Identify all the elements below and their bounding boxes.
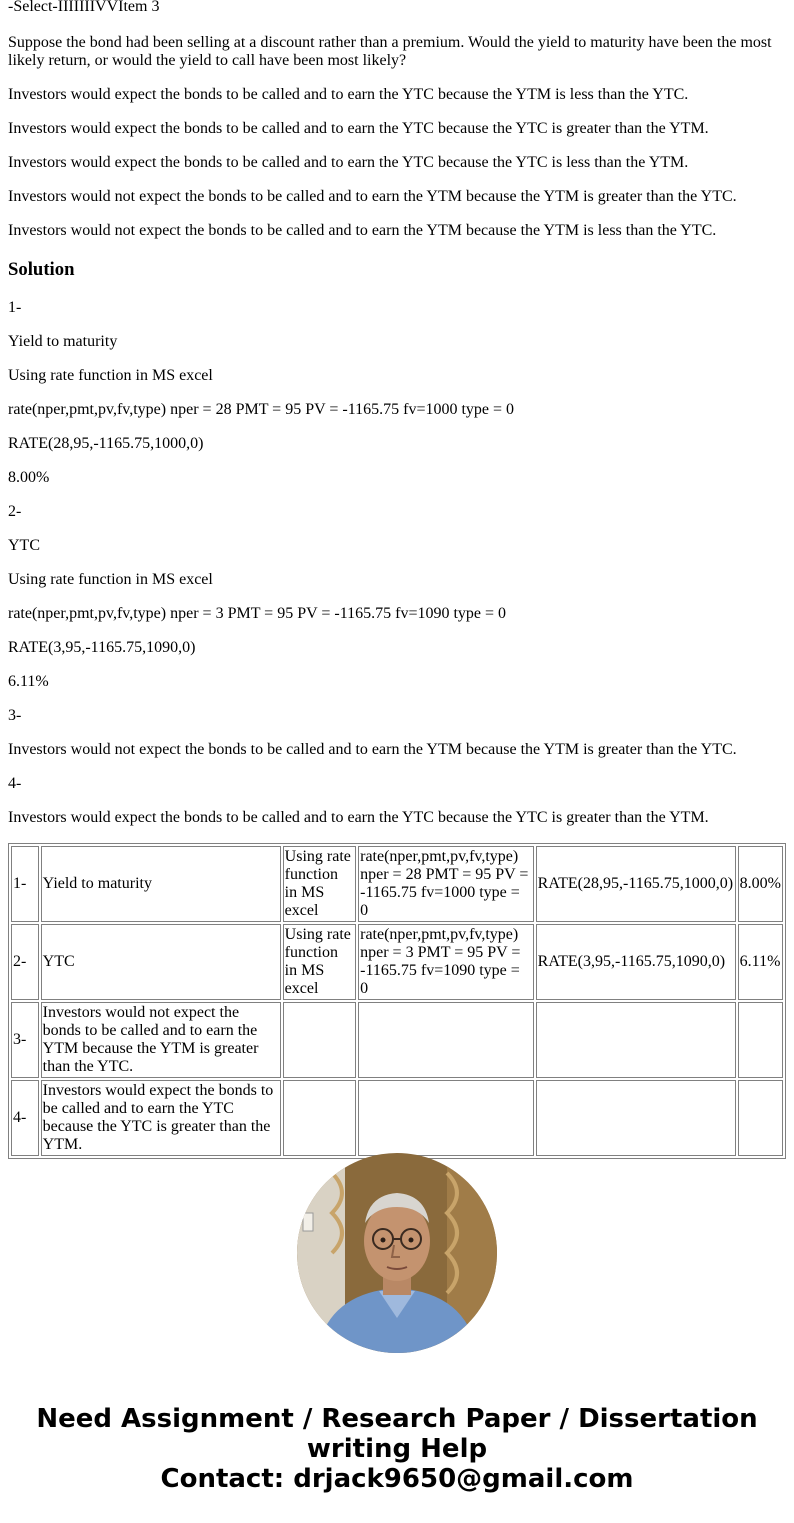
table-cell <box>738 1002 783 1078</box>
solution-line: Yield to maturity <box>8 333 118 350</box>
option-2: Investors would expect the bonds to be called and to earn the YTC because the YTC is greater than the YTM. <box>8 120 709 137</box>
table-cell <box>283 1002 356 1078</box>
table-cell: YTC <box>41 924 281 1000</box>
table-cell <box>536 1080 736 1156</box>
solution-line: rate(nper,pmt,pv,fv,type) nper = 3 PMT = 95 PV = -1165.75 fv=1090 type = 0 <box>8 605 507 622</box>
solution-line: YTC <box>8 537 40 554</box>
table-cell: 3- <box>11 1002 39 1078</box>
header-line: -Select-IIIIIIIVVItem 3 <box>8 0 160 15</box>
solution-line: RATE(28,95,-1165.75,1000,0) <box>8 435 204 452</box>
table-row <box>11 1002 783 1078</box>
table-cell: 8.00% <box>738 846 783 922</box>
solution-line: Using rate function in MS excel <box>8 367 213 384</box>
solution-line: 3- <box>8 707 22 724</box>
solution-heading: Solution <box>8 259 75 280</box>
solution-line: 2- <box>8 503 22 520</box>
table-cell: Investors would expect the bonds to be called and to earn the YTC because the YTC is greater than the YTM. <box>41 1080 281 1156</box>
option-4: Investors would not expect the bonds to be called and to earn the YTM because the YTM is greater than the YTC. <box>8 188 737 205</box>
table-cell: RATE(28,95,-1165.75,1000,0) <box>536 846 736 922</box>
option-1: Investors would expect the bonds to be called and to earn the YTC because the YTM is less than the YTC. <box>8 86 689 103</box>
solution-table <box>8 843 786 1159</box>
table-cell <box>358 1080 534 1156</box>
solution-line: 8.00% <box>8 469 50 486</box>
table-cell: Using rate function in MS excel <box>283 924 356 1000</box>
question-prompt: Suppose the bond had been selling at a discount rather than a premium. Would the yield to maturity have been the most likely return, or would the yield to call have been most likely? <box>8 34 772 69</box>
table-cell: rate(nper,pmt,pv,fv,type) nper = 28 PMT = 95 PV = -1165.75 fv=1000 type = 0 <box>358 846 534 922</box>
solution-line: rate(nper,pmt,pv,fv,type) nper = 28 PMT = 95 PV = -1165.75 fv=1000 type = 0 <box>8 401 515 418</box>
solution-line: RATE(3,95,-1165.75,1090,0) <box>8 639 196 656</box>
promo-line-1: Need Assignment / Research Paper / Dissertation <box>36 1404 758 1434</box>
solution-line: 1- <box>8 299 22 316</box>
author-portrait <box>297 1153 497 1353</box>
promo-contact: Contact: drjack9650@gmail.com <box>160 1464 634 1494</box>
author-avatar <box>297 1153 497 1353</box>
table-cell: rate(nper,pmt,pv,fv,type) nper = 3 PMT = 95 PV = -1165.75 fv=1090 type = 0 <box>358 924 534 1000</box>
table-cell: 6.11% <box>738 924 783 1000</box>
solution-line: Investors would expect the bonds to be called and to earn the YTC because the YTC is greater than the YTM. <box>8 809 709 826</box>
table-cell: Using rate function in MS excel <box>283 846 356 922</box>
promo-banner <box>0 1404 794 1494</box>
option-3: Investors would expect the bonds to be called and to earn the YTC because the YTC is less than the YTM. <box>8 154 689 171</box>
option-5: Investors would not expect the bonds to be called and to earn the YTM because the YTM is less than the YTC. <box>8 222 717 239</box>
table-cell <box>738 1080 783 1156</box>
table-row <box>11 924 783 1000</box>
table-cell <box>283 1080 356 1156</box>
table-cell: 4- <box>11 1080 39 1156</box>
table-cell: 2- <box>11 924 39 1000</box>
solution-line: 4- <box>8 775 22 792</box>
table-row <box>11 846 783 922</box>
table-cell: Investors would not expect the bonds to be called and to earn the YTM because the YTM is greater than the YTC. <box>41 1002 281 1078</box>
promo-line-2: writing Help <box>306 1434 488 1464</box>
table-cell: RATE(3,95,-1165.75,1090,0) <box>536 924 736 1000</box>
table-cell <box>536 1002 736 1078</box>
table-cell: Yield to maturity <box>41 846 281 922</box>
solution-line: Using rate function in MS excel <box>8 571 213 588</box>
solution-line: 6.11% <box>8 673 49 690</box>
table-cell <box>358 1002 534 1078</box>
table-row <box>11 1080 783 1156</box>
table-cell: 1- <box>11 846 39 922</box>
solution-line: Investors would not expect the bonds to be called and to earn the YTM because the YTM is greater than the YTC. <box>8 741 737 758</box>
